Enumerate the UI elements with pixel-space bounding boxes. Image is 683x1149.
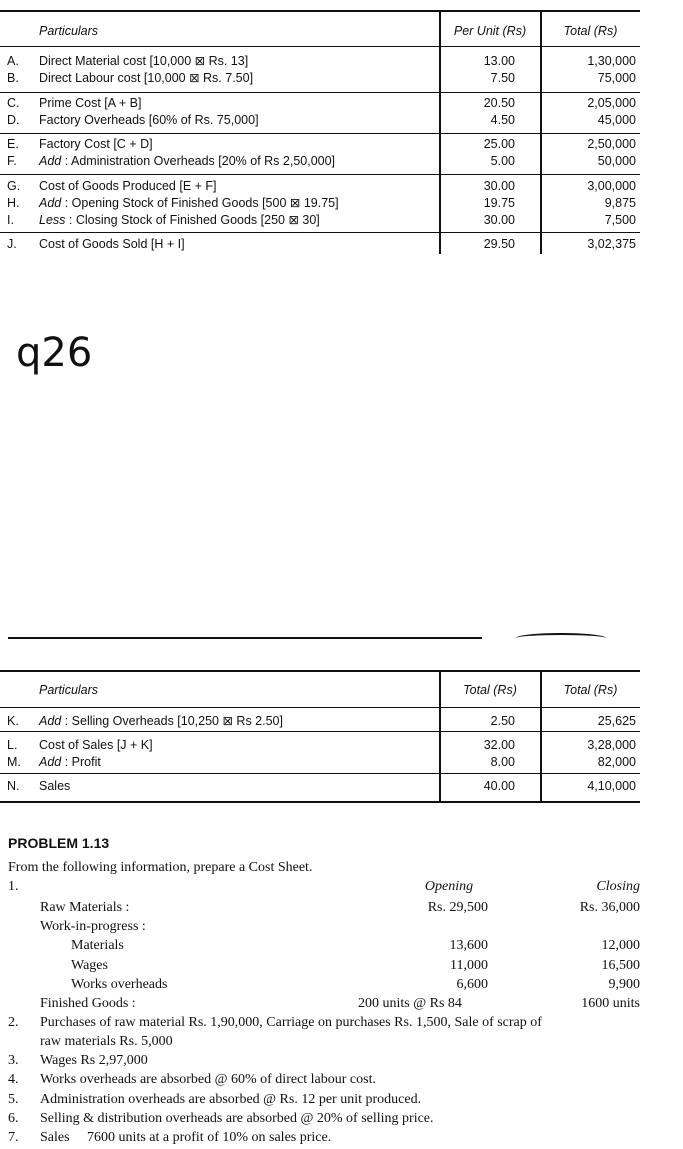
page-separator [8,637,482,639]
header-total: Total (Rs) [463,683,517,697]
row-total: 2,05,000 [587,96,636,110]
row-label: M. [7,755,21,769]
row-per-unit: 20.50 [483,96,515,110]
table-row [0,152,683,170]
row-per-unit: 19.75 [483,196,515,210]
finished-goods-closing: 1600 units [581,996,640,1011]
row-description [39,69,253,87]
row-description [39,777,70,795]
row-total: 3,00,000 [587,179,636,193]
row-per-unit: 25.00 [483,137,515,151]
table-row [0,753,683,771]
table-row [0,52,683,70]
row-description [39,177,217,195]
row-text: Direct Material cost [10,000 ⊠ Rs. 13] [39,54,249,68]
problem-title: PROBLEM 1.13 [8,835,110,851]
wip-item-closing: 16,500 [601,958,640,973]
header-total: Total (Rs) [563,683,618,697]
row-label: C. [7,96,20,110]
wip-item-closing: 12,000 [601,938,640,953]
group-rule [0,773,640,774]
row-text: : Selling Overheads [10,250 ⊠ Rs 2.50] [64,714,283,728]
item-number: 7. [8,1130,19,1145]
table-row [0,94,683,112]
row-description [39,736,153,754]
row-per-unit: 29.50 [483,237,515,251]
row-per-unit: 32.00 [483,738,515,752]
row-description [39,111,259,129]
row-total: 50,000 [597,154,636,168]
row-text: Direct Labour cost [10,000 ⊠ Rs. 7.50] [39,71,254,85]
table-row [0,69,683,87]
row-per-unit: 13.00 [483,54,515,68]
page-separator-curve [516,633,606,643]
row-per-unit: 2.50 [490,714,515,728]
item-number: 4. [8,1072,19,1087]
row-text: Prime Cost [A + B] [39,96,142,110]
row-description [39,94,141,112]
row-text: : Profit [64,755,101,769]
row-description [39,712,283,730]
row-total: 2,50,000 [587,137,636,151]
table-row [0,111,683,129]
row-total: 1,30,000 [587,54,636,68]
row-description [39,152,335,170]
row-total: 45,000 [597,113,636,127]
wip-item-label: Materials [71,938,124,953]
table-top-rule [0,10,640,12]
table-header [0,22,683,40]
row-total: 3,28,000 [587,738,636,752]
closing-heading: Closing [596,879,640,894]
item-number: 2. [8,1015,19,1030]
row-total: 75,000 [597,71,636,85]
row-per-unit: 30.00 [483,213,515,227]
finished-goods-opening: 200 units @ Rs 84 [358,996,462,1011]
table-row [0,177,683,195]
row-description [39,753,101,771]
group-rule [0,92,640,93]
wip-item-closing: 9,900 [608,977,640,992]
row-label: D. [7,113,20,127]
handwritten-note: q26 [16,330,93,376]
row-per-unit: 8.00 [490,755,515,769]
table-row [0,736,683,754]
row-description [39,52,248,70]
item-text-continued: raw materials Rs. 5,000 [40,1034,173,1049]
row-label: K. [7,714,19,728]
group-rule [0,133,640,134]
wip-item-opening: 6,600 [456,977,488,992]
problem-intro: From the following information, prepare a Cost Sheet. [8,860,313,875]
row-text: : Administration Overheads [20% of Rs 2,50,000] [64,154,336,168]
opening-heading: Opening [424,879,474,894]
row-description [39,211,320,229]
group-rule [0,731,640,732]
item-text: Works overheads are absorbed @ 60% of direct labour cost. [40,1072,376,1087]
header-particulars: Particulars [39,683,99,697]
table-row [0,712,683,730]
row-per-unit: 30.00 [483,179,515,193]
row-label: E. [7,137,19,151]
row-total: 7,500 [604,213,636,227]
table-row [0,135,683,153]
raw-materials-opening: Rs. 29,500 [427,900,488,915]
header-per-unit: Per Unit (Rs) [453,24,527,38]
row-label: I. [7,213,14,227]
group-rule [0,174,640,175]
row-total: 9,875 [604,196,636,210]
table-row [0,211,683,229]
header-particulars: Particulars [39,24,99,38]
item-number: 6. [8,1111,19,1126]
row-description [39,235,185,253]
item-text: Administration overheads are absorbed @ Rs. 12 per unit produced. [40,1092,422,1107]
row-label: L. [7,738,18,752]
row-text: : Closing Stock of Finished Goods [250 ⊠ 30] [68,213,320,227]
raw-materials-label: Raw Materials : [40,900,130,915]
item-text: Selling & distribution overheads are absorbed @ 20% of selling price. [40,1111,434,1126]
table-header [0,681,683,699]
group-rule [0,232,640,233]
row-text: Cost of Goods Produced [E + F] [39,179,217,193]
row-label: G. [7,179,21,193]
row-per-unit: 7.50 [490,71,515,85]
table-top-rule [0,670,640,672]
row-label: B. [7,71,19,85]
table-row [0,777,683,795]
wip-label: Work-in-progress : [40,919,146,934]
row-label: J. [7,237,17,251]
row-total: 82,000 [597,755,636,769]
row-prefix: Add [39,714,62,728]
header-bottom-rule [0,707,640,708]
item-number: 1. [8,879,19,894]
row-per-unit: 40.00 [483,779,515,793]
item-text: Sales 7600 units at a profit of 10% on sales price. [40,1130,332,1145]
item-number: 5. [8,1092,19,1107]
item-text: Purchases of raw material Rs. 1,90,000, Carriage on purchases Rs. 1,500, Sale of scrap of [40,1015,542,1030]
row-description [39,194,339,212]
header-total: Total (Rs) [563,24,618,38]
row-label: F. [7,154,17,168]
row-label: H. [7,196,20,210]
row-per-unit: 4.50 [490,113,515,127]
table-row [0,194,683,212]
header-bottom-rule [0,46,640,47]
row-prefix: Add [39,154,62,168]
wip-item-opening: 11,000 [450,958,488,973]
row-per-unit: 5.00 [490,154,515,168]
row-text: Factory Cost [C + D] [39,137,153,151]
row-label: A. [7,54,19,68]
row-prefix: Add [39,196,62,210]
item-number: 3. [8,1053,19,1068]
item-text: Wages Rs 2,97,000 [40,1053,148,1068]
row-label: N. [7,779,20,793]
row-text: Cost of Sales [J + K] [39,738,153,752]
row-prefix: Add [39,755,62,769]
wip-item-label: Wages [71,958,108,973]
row-text: : Opening Stock of Finished Goods [500 ⊠ 19.75] [64,196,339,210]
row-text: Cost of Goods Sold [H + I] [39,237,185,251]
row-total: 3,02,375 [587,237,636,251]
row-text: Sales [39,779,71,793]
wip-item-label: Works overheads [71,977,168,992]
table-row [0,235,683,253]
finished-goods-label: Finished Goods : [40,996,136,1011]
row-prefix: Less [39,213,66,227]
row-text: Factory Overheads [60% of Rs. 75,000] [39,113,259,127]
row-total: 25,625 [597,714,636,728]
wip-item-opening: 13,600 [449,938,488,953]
table-bottom-rule [0,801,640,803]
row-description [39,135,153,153]
raw-materials-closing: Rs. 36,000 [579,900,640,915]
row-total: 4,10,000 [587,779,636,793]
